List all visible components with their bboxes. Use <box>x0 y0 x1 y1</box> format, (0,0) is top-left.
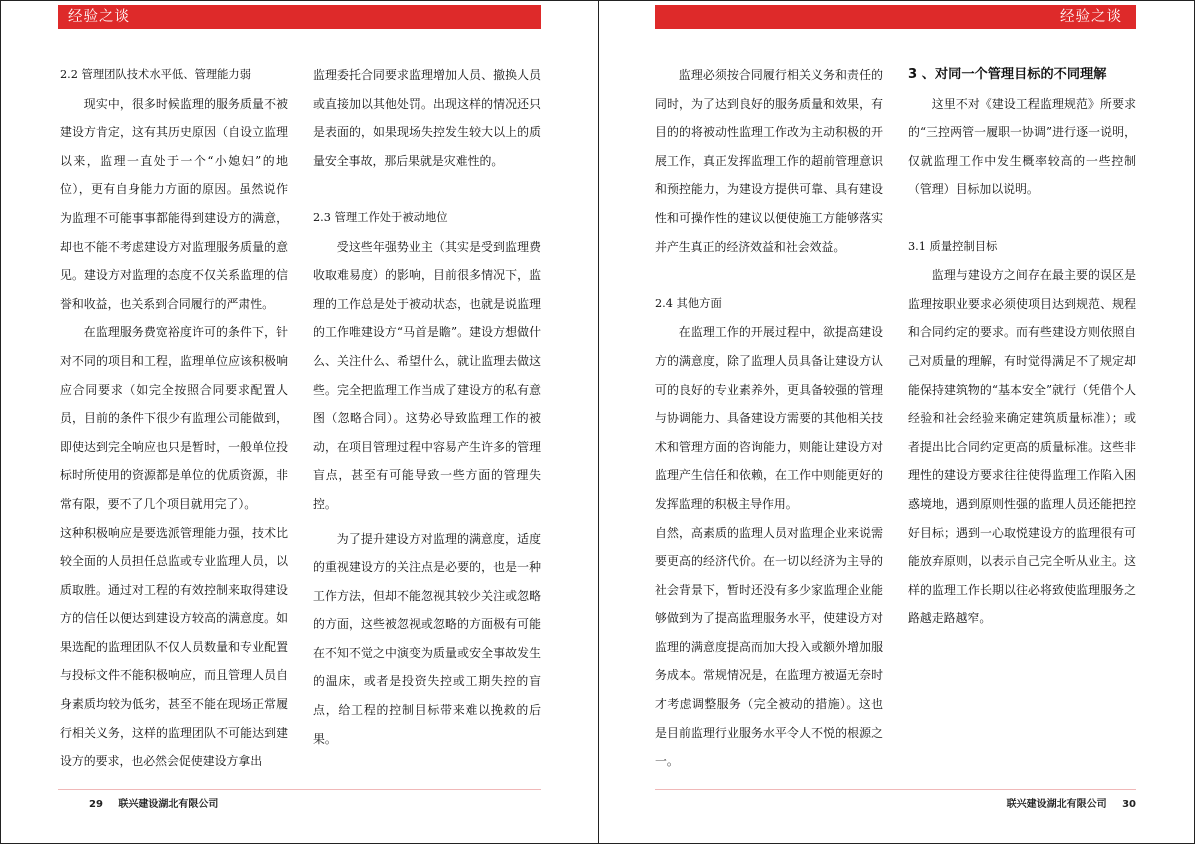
page-header-bar <box>58 5 541 29</box>
page-header-title: 经验之谈 <box>68 9 130 25</box>
page-header-bar <box>655 5 1136 29</box>
left-page-column-2 <box>313 61 541 753</box>
paragraph: 在监理服务费宽裕度许可的条件下，针对不同的项目和工程，监理单位应该积极响应合同要求（如完全按照合同要求配置人员，目前的条件下很少有监理公司能做到，即使达到完全响应也只是暂时，一般单位投标时所使用的资源都是单位的优质资源，非常有限，要不了几个项目就用完了）。 <box>60 325 288 511</box>
paragraph: 为了提升建设方对监理的满意度，适度的重视建设方的关注点是必要的，也是一种工作方法，但却不能忽视其较少关注或忽略的方面，这些被忽视或忽略的方面极有可能在不知不觉之中演变为质量或安全事故发生的温床，或者是投资失控或工期失控的盲点，给工程的控制目标带来难以挽救的后果。 <box>313 531 541 746</box>
footer-divider <box>58 789 541 790</box>
footer-company-name: 联兴建设湖北有限公司 <box>118 799 219 810</box>
paragraph: 监理委托合同要求监理增加人员、撤换人员或直接加以其他处罚。出现这样的情况还只是表面的，如果现场失控发生较大以上的质量安全事故，那后果就是灾难性的。 <box>313 68 541 168</box>
section-title-3: 3 、对同一个管理目标的不同理解 <box>908 67 1107 82</box>
paragraph: 在监理工作的开展过程中，欲提高建设方的满意度，除了监理人员具备让建设方认可的良好的专业素养外，更具备较强的管理与协调能力、具备建设方需要的其他相关技术和管理方面的咨询能力，则能让建设方对监理产生信任和依赖，在工作中则能更好的发挥监理的积极主导作用。 <box>655 325 883 511</box>
page-number: 29 <box>89 799 103 810</box>
paragraph: 自然，高素质的监理人员对监理企业来说需要更高的经济代价。在一切以经济为主导的社会背景下，暂时还没有多少家监理企业能够做到为了提高监理服务水平，使建设方对监理的满意度提高而加大投入或额外增加服务成本。常规情况是，在监理方被逼无奈时才考虑调整服务（完全被动的措施）。这也是目前监理行业服务水平令人不悦的根源之一。 <box>655 525 883 769</box>
footer-divider <box>655 789 1136 790</box>
left-page-column-1 <box>60 61 288 776</box>
right-page-column-1 <box>655 61 883 776</box>
section-heading-2-3: 2.3 管理工作处于被动地位 <box>313 210 448 224</box>
paragraph: 这种积极响应是要选派管理能力强，技术比较全面的人员担任总监或专业监理人员，以质取胜。通过对工程的有效控制来取得建设方的信任以便达到建设方较高的满意度。如果选配的监理团队不仅人员数量和专业配置与投标文件不能积极响应，而且管理人员自身素质均较为低劣，甚至不能在现场正常履行相关义务，这样的监理团队不可能达到建设方的要求，也必然会促使建设方拿出 <box>60 525 288 769</box>
paragraph: 监理与建设方之间存在最主要的误区是监理按职业要求必须使项目达到规范、规程和合同约定的要求。而有些建设方则依照自己对质量的理解，有时觉得满足不了规定却能保持建筑物的“基本安全”就行（凭借个人经验和社会经验来确定建筑质量标准）；或者提出比合同约定更高的质量标准。这些非理性的建设方要求往往使得监理工作陷入困惑境地，遇到原则性强的监理人员还能把控好目标；遇到一心取悦建设方的监理很有可能放弃原则，以表示自己完全听从业主。这样的监理工作长期以往必将致使监理服务之路越走路越窄。 <box>908 268 1136 626</box>
paragraph: 现实中，很多时候监理的服务质量不被建设方肯定，这有其历史原因（自设立监理以来，监理一直处于一个“小媳妇”的地位），更有自身能力方面的原因。虽然说作为监理不可能事事都能得到建设方的满意，却也不能不考虑建设方对监理服务质量的意见。建设方对监理的态度不仅关系监理的信誉和收益，也关系到合同履行的严肃性。 <box>60 96 288 311</box>
right-page-column-2 <box>908 61 1136 633</box>
page-footer <box>89 795 218 810</box>
page-30 <box>598 0 1195 844</box>
paragraph: 受这些年强势业主（其实是受到监理费收取难易度）的影响，目前很多情况下，监理的工作总是处于被动状态，也就是说监理的工作唯建设方“马首是瞻”。建设方想做什么、关注什么、希望什么，就让监理去做这些。完全把监理工作当成了建设方的私有意图（忽略合同）。这势必导致监理工作的被动，在项目管理过程中容易产生许多的管理盲点，甚至有可能导致一些方面的管理失控。 <box>313 239 541 511</box>
page-footer <box>1007 795 1136 810</box>
section-heading-3-1: 3.1 质量控制目标 <box>908 239 998 253</box>
paragraph: 这里不对《建设工程监理规范》所要求的“三控两管一履职一协调”进行逐一说明，仅就监理工作中发生概率较高的一些控制（管理）目标加以说明。 <box>908 96 1136 197</box>
section-heading-2-2: 2.2 管理团队技术水平低、管理能力弱 <box>60 68 252 81</box>
page-header-title: 经验之谈 <box>1060 9 1122 25</box>
paragraph: 监理必须按合同履行相关义务和责任的同时，为了达到良好的服务质量和效果，有目的的将被动性监理工作改为主动积极的开展工作，真正发挥监理工作的超前管理意识和预控能力，为建设方提供可靠、具有建设性和可操作性的建议以便使施工方能够落实并产生真正的经济效益和社会效益。 <box>655 68 883 254</box>
page-number: 30 <box>1122 799 1136 810</box>
section-heading-2-4: 2.4 其他方面 <box>655 296 722 310</box>
footer-company-name: 联兴建设湖北有限公司 <box>1006 799 1107 810</box>
